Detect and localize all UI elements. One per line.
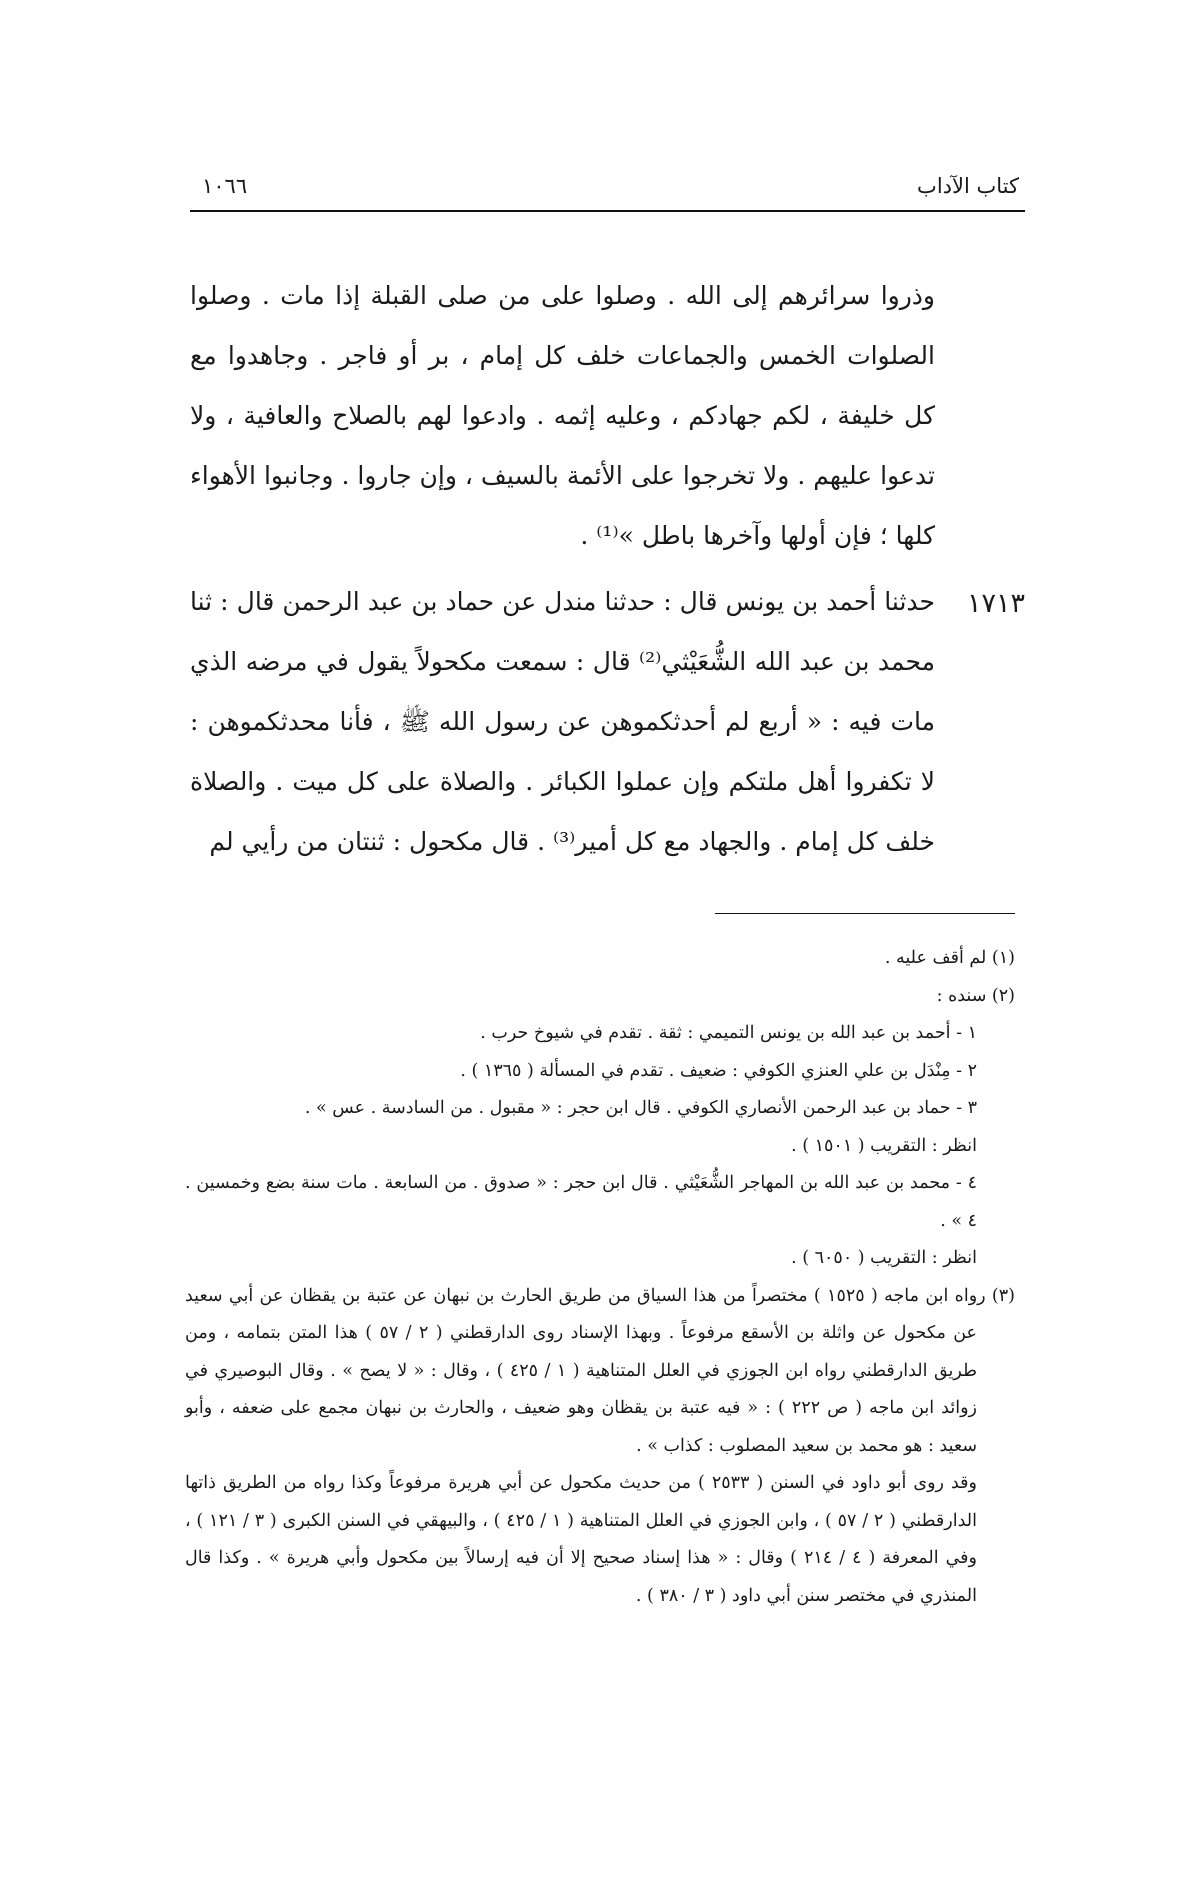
footnote-2-narrator-4: ٤ - محمد بن عبد الله بن المهاجر الشُّعَيْثي . قال ابن حجر : « صدوق . من السابعة . مات سنة بضع وخمسين . ٤ » . <box>185 1173 977 1231</box>
page-number: ١٠٦٦ <box>202 174 248 198</box>
footnote-2-narrator-1: ١ - أحمد بن عبد الله بن يونس التميمي : ثقة . تقدم في شيوخ حرب . <box>480 1023 977 1043</box>
paragraph-continuation: وذروا سرائرهم إلى الله . وصلوا على من صلى القبلة إذا مات . وصلوا الصلوات الخمس والجماعات خلف كل إمام ، بر أو فاجر . وجاهدوا مع كل خليفة ، لكم جهادكم ، وعليه إثمه . وادعوا لهم بالصلاح والعافية ، ولا تدعوا عليهم . ولا تخرجوا على الأئمة بالسيف ، وإن جاروا . وجانبوا الأهواء كلها ؛ فإن أولها وآخرها باطل »⁽¹⁾ . <box>190 281 935 550</box>
footnote-2-narrator-2: ٢ - مِنْدَل بن علي العنزي الكوفي : ضعيف . تقدم في المسألة ( ١٣٦٥ ) . <box>460 1060 977 1081</box>
footnotes <box>185 940 1015 1615</box>
footnote-1: (١) لم أقف عليه . <box>884 948 1015 968</box>
footnote-2-narrator-3: ٣ - حماد بن عبد الرحمن الأنصاري الكوفي . قال ابن حجر : « مقبول . من السادسة . عس » . <box>304 1098 977 1118</box>
book-title: كتاب الآداب <box>917 174 1019 198</box>
hadith-paragraph: حدثنا أحمد بن يونس قال : حدثنا مندل عن حماد بن عبد الرحمن قال : ثنا محمد بن عبد الله الشُّعَيْثي⁽²⁾ قال : سمعت مكحولاً يقول في مرضه الذي مات فيه : « أربع لم أحدثكموهن عن رسول الله ﷺ ، فأنا محدثكموهن : لا تكفروا أهل ملتكم وإن عملوا الكبائر . والصلاة على كل ميت . والصلاة خلف كل إمام . والجهاد مع كل أمير⁽³⁾ . قال مكحول : ثنتان من رأيي لم <box>190 587 935 856</box>
main-text-block-2 <box>190 572 935 872</box>
footnote-separator <box>715 913 1015 914</box>
main-text-block-1 <box>190 266 935 566</box>
footnote-3-paragraph-1: (٣) رواه ابن ماجه ( ١٥٢٥ ) مختصراً من هذا السياق من طريق الحارث بن نبهان عن عتبة بن يقظان عن أبي سعيد عن مكحول عن واثلة بن الأسقع مرفوعاً . وبهذا الإسناد روى الدارقطني ( ٢ / ٥٧ ) هذا المتن بتمامه ، ومن طريق الدارقطني رواه ابن الجوزي في العلل المتناهية ( ١ / ٤٢٥ ) ، وقال : « لا يصح » . وقال البوصيري في زوائد ابن ماجه ( ص ٢٢٢ ) : « فيه عتبة بن يقظان وهو ضعيف ، والحارث بن نبهان مجمع على ضعفه ، وأبو سعيد : هو محمد بن سعيد المصلوب : كذاب » . <box>185 1285 1015 1456</box>
footnote-2-reference-1: انظر : التقريب ( ١٥٠١ ) . <box>791 1135 977 1156</box>
hadith-number: ١٧١٣ <box>966 588 1025 619</box>
footnote-2-heading: (٢) سنده : <box>936 985 1015 1006</box>
running-header <box>190 168 1025 212</box>
footnote-2-reference-2: انظر : التقريب ( ٦٠٥٠ ) . <box>791 1248 977 1268</box>
footnote-3-paragraph-2: وقد روى أبو داود في السنن ( ٢٥٣٣ ) من حديث مكحول عن أبي هريرة مرفوعاً وكذا رواه من الطريق ذاتها الدارقطني ( ٢ / ٥٧ ) ، وابن الجوزي في العلل المتناهية ( ١ / ٤٢٥ ) ، والبيهقي في السنن الكبرى ( ٣ / ١٢١ ) ، وفي المعرفة ( ٤ / ٢١٤ ) وقال : « هذا إسناد صحيح إلا أن فيه إرسالاً بين مكحول وأبي هريرة » . وكذا قال المنذري في مختصر سنن أبي داود ( ٣ / ٣٨٠ ) . <box>185 1473 977 1606</box>
